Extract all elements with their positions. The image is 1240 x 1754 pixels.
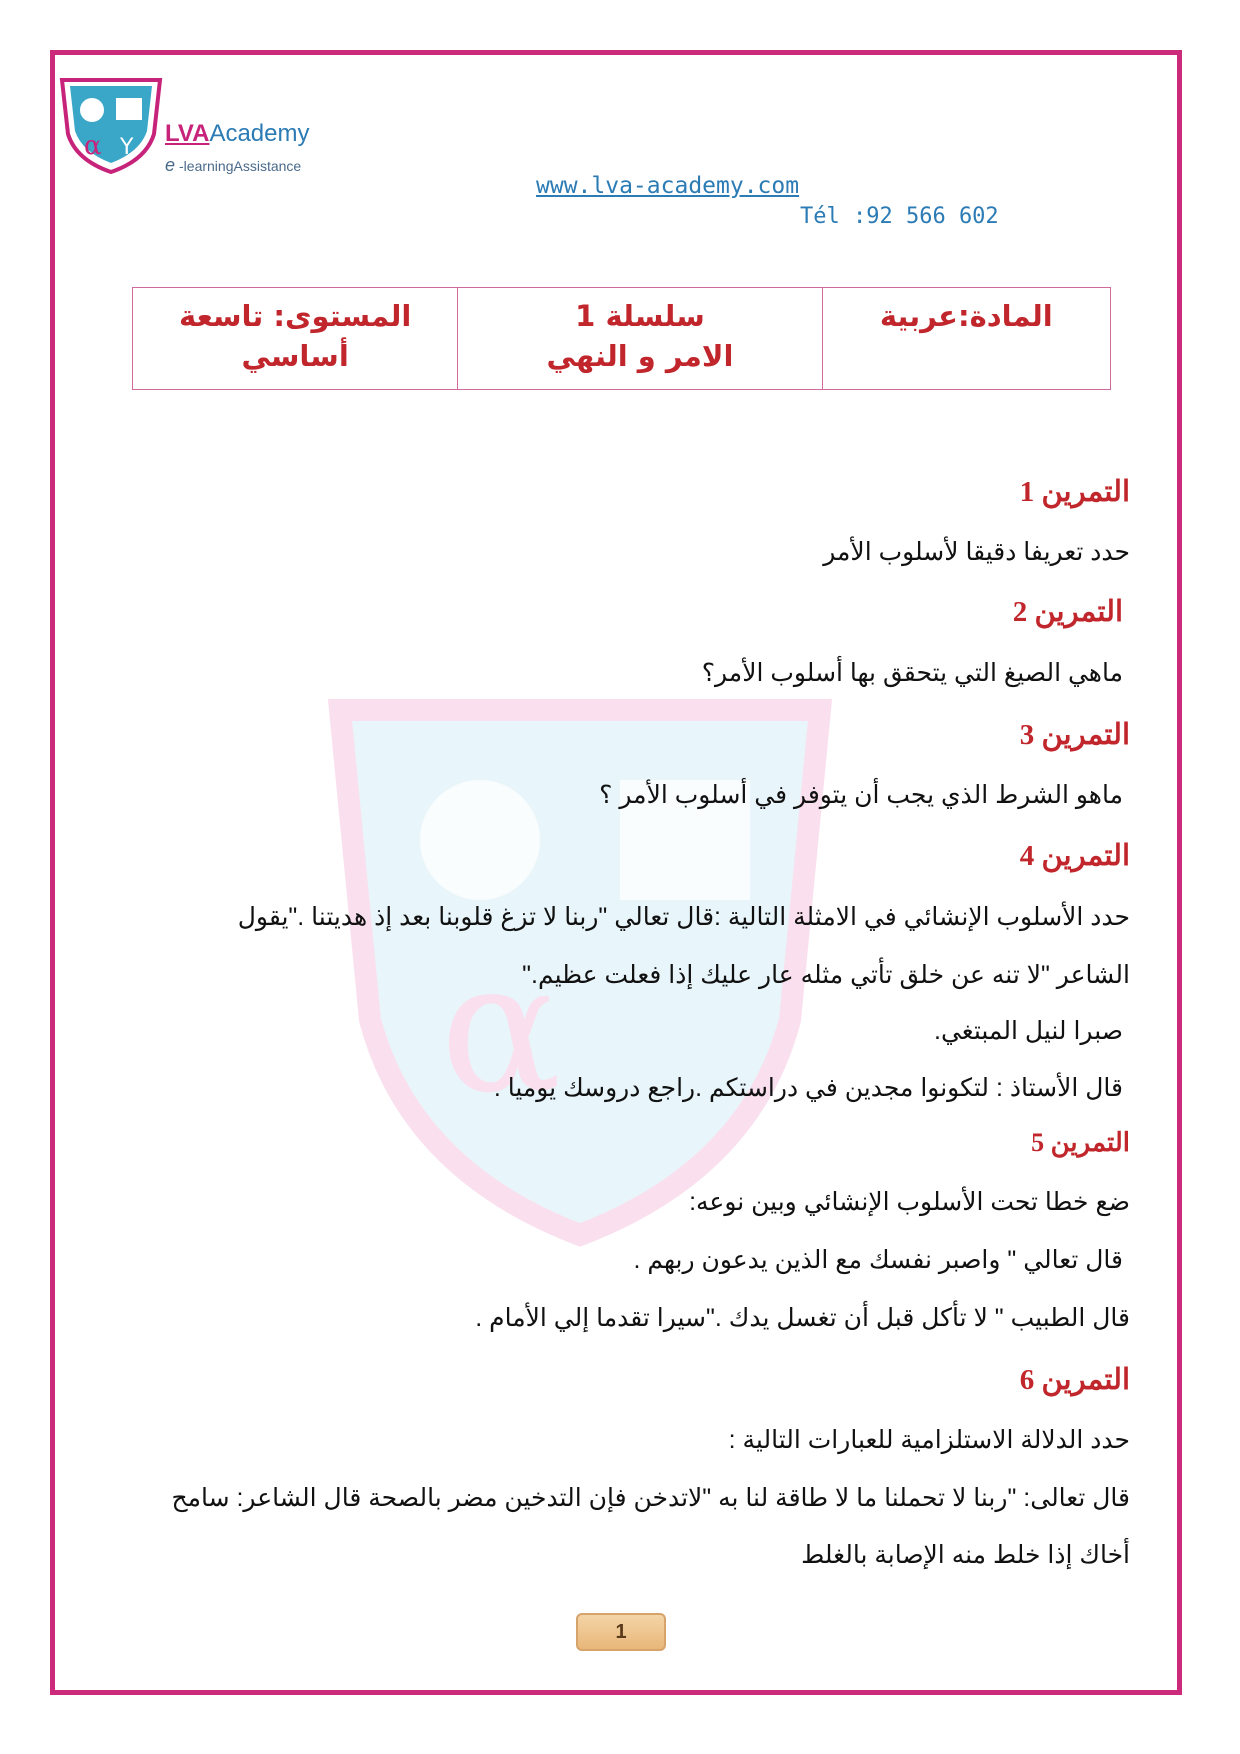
brand-academy: Academy	[209, 120, 310, 147]
series-line1: سلسلة 1	[575, 299, 705, 333]
level-line1: المستوى: تاسعة	[179, 299, 412, 333]
website-link[interactable]: www.lva-academy.com	[536, 173, 800, 199]
page-number: 1	[576, 1613, 666, 1651]
brand-name	[165, 120, 309, 148]
svg-text:α: α	[84, 131, 102, 161]
exercise-title-3: التمرين 3	[1019, 719, 1130, 751]
exercise-4-line-1: حدد الأسلوب الإنشائي في الامثلة التالية :قال تعالي "ربنا لا تزغ قلوبنا بعد إذ هديتنا ."يقول	[237, 903, 1130, 931]
exercise-5-line-1: ضع خطا تحت الأسلوب الإنشائي وبين نوعه:	[689, 1188, 1130, 1216]
exercise-title-2: التمرين 2	[1012, 596, 1123, 628]
tagline-e: e	[165, 155, 176, 175]
brand-lva: LVA	[165, 120, 210, 147]
phone-number: Tél :92 566 602	[800, 204, 999, 229]
exercise-5-line-2: قال تعالي " واصبر نفسك مع الذين يدعون ربهم .	[633, 1246, 1123, 1274]
exercise-6-line-2: قال تعالى: "ربنا لا تحملنا ما لا طاقة لنا به "لاتدخن فإن التدخين مضر بالصحة قال الشاعر: سامح	[171, 1484, 1130, 1512]
exercise-title-6: التمرين 6	[1019, 1364, 1130, 1396]
exercise-6-line-1: حدد الدلالة الاستلزامية للعبارات التالية :	[728, 1426, 1130, 1454]
series-line2: الامر و النهي	[546, 339, 734, 373]
tagline-text: -learningAssistance	[179, 158, 302, 174]
svg-text:α: α	[440, 924, 562, 1133]
exercise-title-1: التمرين 1	[1019, 476, 1130, 508]
exercise-2-line-1: ماهي الصيغ التي يتحقق بها أسلوب الأمر؟	[701, 659, 1123, 687]
brand-tagline	[165, 155, 301, 176]
svg-text:Y: Y	[120, 135, 134, 160]
exercise-4-line-4: قال الأستاذ : لتكونوا مجدين في دراستكم .راجع دروسك يوميا .	[493, 1074, 1123, 1102]
exercise-1-line-1: حدد تعريفا دقيقا لأسلوب الأمر	[823, 538, 1130, 566]
level-cell	[133, 288, 457, 389]
exercise-5-line-3: قال الطبيب " لا تأكل قبل أن تغسل يدك ."سيرا تقدما إلي الأمام .	[475, 1304, 1130, 1332]
subject-label: المادة:عربية	[879, 299, 1053, 333]
exercise-title-5: التمرين 5	[1031, 1128, 1130, 1157]
info-table	[132, 287, 1111, 390]
series-cell	[457, 288, 821, 389]
exercise-3-line-1: ماهو الشرط الذي يجب أن يتوفر في أسلوب الأمر ؟	[599, 781, 1123, 809]
exercise-6-line-3: أخاك إذا خلط منه الإصابة بالغلط	[801, 1541, 1130, 1569]
level-line2: أساسي	[241, 339, 349, 373]
exercise-title-4: التمرين 4	[1019, 840, 1130, 872]
exercise-4-line-3: صبرا لنيل المبتغي.	[934, 1017, 1123, 1045]
exercise-4-line-2: الشاعر "لا تنه عن خلق تأتي مثله عار عليك إذا فعلت عظيم."	[522, 961, 1130, 989]
lva-logo-icon	[58, 76, 164, 176]
subject-cell	[822, 288, 1110, 389]
